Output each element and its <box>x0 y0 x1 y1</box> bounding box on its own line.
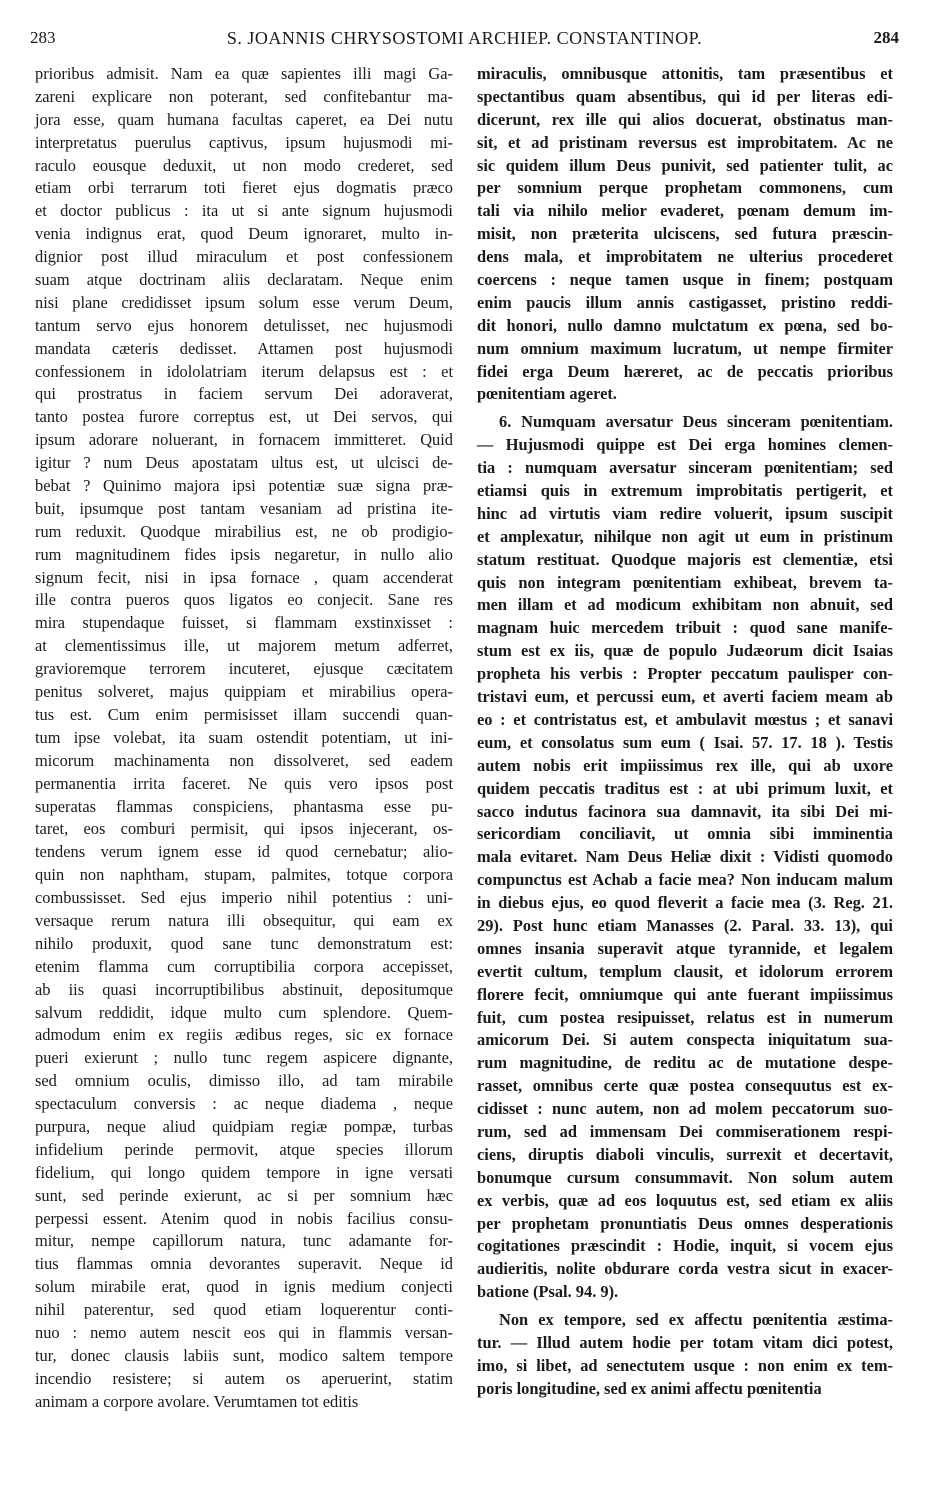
text-line: mandata cæteris dedisset. Attamen post hujusmodi <box>35 338 453 358</box>
text-line: num omnium maximum lucratum, ut nempe firmiter <box>477 338 893 358</box>
text-line: dens mala, et improbitatem ne ulterius procederet <box>477 247 893 267</box>
text-line: Non ex tempore, sed ex affectu pœnitentia æstima- <box>499 1310 893 1330</box>
text-line: poris longitudine, sed ex animi affectu pœnitentia <box>477 1378 822 1398</box>
text-line: prioribus admisit. Nam ea quæ sapientes illi magi Ga- <box>35 64 453 83</box>
text-line: autem nobis erit impiissimus rex ille, qui ab uxore <box>477 755 893 775</box>
text-line: bonumque cursum consummavit. Non solum autem <box>477 1167 893 1187</box>
text-line: audieritis, nolite obdurare corda vestra sicut in exacer- <box>477 1259 893 1279</box>
text-line: enim paucis illum annis castigasset, pristino reddi- <box>477 292 893 312</box>
text-line: fidei erga Deum hæreret, ac de peccatis prioribus <box>477 361 893 381</box>
text-line: eum, et consolatus sum eum ( Isai. 57. 17. 18 ). Testis <box>477 732 893 752</box>
text-line: miraculis, omnibusque attonitis, tam præsentibus et <box>477 64 893 83</box>
text-line: men illam et ad modicum exhibitam non abnuit, sed <box>477 595 893 615</box>
text-line: confessionem in idololatriam iterum delapsus est : et <box>35 361 453 381</box>
page-number-right: 284 <box>873 28 899 47</box>
text-line: penitus solveret, majus quippiam et mirabilius opera- <box>35 682 453 702</box>
text-line: sed omnium oculis, dimisso illo, ad tam mirabile <box>35 1071 453 1091</box>
text-line: etenim flamma cum corruptibilia corpora accepisset, <box>35 956 453 976</box>
text-line: at clementissimus ille, ut majorem metum adferret, <box>35 636 453 656</box>
text-line: sacco indutus facinora sua damnavit, ita sibi Dei mi- <box>477 801 893 821</box>
text-line: admodum enim ex regiis ædibus reges, sic ex fornace <box>35 1025 453 1045</box>
text-line: sit, et ad pristinam reversus est improbitatem. Ac ne <box>477 132 893 152</box>
paragraph-2 <box>477 411 893 1304</box>
text-line: batione (Psal. 94. 9). <box>477 1282 619 1302</box>
text-line: salvum reddidit, idque multo cum splendore. Quem- <box>35 1002 453 1022</box>
text-line: rum magnitudinem fides ipsis negaretur, in nullo alio <box>35 544 453 564</box>
text-line: incendio resistere; si autem os aperuerint, statim <box>35 1368 453 1388</box>
text-line: mala evitaret. Nam Deus Heliæ dixit : Vidisti quomodo <box>477 847 893 867</box>
text-line: sic quidem illum Deus punivit, sed patienter tulit, ac <box>477 155 893 175</box>
text-line: tius flammas omnia devorantes superavit. Neque id <box>35 1254 453 1274</box>
text-line: ipsum adorare noluerant, in fornacem immitteret. Quid <box>35 430 453 450</box>
text-line: propheta his verbis : Propter peccatum paulisper con- <box>477 664 893 684</box>
text-line: amicorum Dei. Si autem conspecta iniquitatum sua- <box>477 1030 893 1050</box>
text-line: zareni explicare non poterant, sed confitebantur ma- <box>35 86 453 106</box>
text-line: ille contra pueros quos ligatos eo conjecit. Sane res <box>35 590 453 610</box>
text-line: hinc ad virtutis viam redire voluerit, ipsum suscipit <box>477 503 893 523</box>
text-line: in diebus ejus, eo quod fleverit a facie mea (3. Reg. 21. <box>477 893 893 913</box>
text-line: interpretatus puerulus captivus, ipsum hujusmodi mi- <box>35 132 453 152</box>
text-line: tur. — Illud autem hodie per totam vitam dici potest, <box>477 1332 893 1352</box>
text-line: sericordiam conciliavit, ut omnia sibi imminentia <box>477 824 893 844</box>
text-line: signum fecit, nisi in ipsa fornace , quam accenderat <box>35 567 453 587</box>
text-line: quin non naphtham, stupam, palmites, totque corpora <box>35 865 453 885</box>
text-line: omnes insania superavit atque tyrannide, et legalem <box>477 938 893 958</box>
text-line: suam atque doctrinam aliis declaratam. Neque enim <box>35 270 453 290</box>
text-line: tendens verum ignem esse id quod cernebatur; alio- <box>35 842 453 862</box>
text-line: ciens, diruptis diaboli vinculis, surrexit et decertavit, <box>477 1144 893 1164</box>
text-line: tus est. Cum enim permisisset illam succendi quan- <box>35 704 453 724</box>
text-line: nuo : nemo autem nescit eos qui in flammis versan- <box>35 1322 453 1342</box>
text-line: venia indignus erat, quod Deum ignoraret, multo in- <box>35 224 453 244</box>
text-line: mira stupendaque fuisset, si flammam exstinxisset : <box>35 613 453 633</box>
text-line: dicerunt, rex ille qui alios docuerat, obstinatus man- <box>477 109 893 129</box>
text-line: tum ipse volebat, ita suam ostendit potentiam, ut ini- <box>35 727 453 747</box>
text-line: 29). Post hunc etiam Manasses (2. Paral. 33. 13), qui <box>477 915 893 935</box>
text-line: buit, ipsumque post tantam vesaniam ad pristina ite- <box>35 498 453 518</box>
text-line: micorum machinamenta non dissolveret, sed eadem <box>35 750 453 770</box>
text-line: jora esse, quam humana facultas caperet, ea Dei nutu <box>35 109 453 129</box>
text-line: tur, donec clausis labiis sunt, modico saltem tempore <box>35 1345 453 1365</box>
text-line: solum mirabile erat, quod in ignis medium conjecti <box>35 1277 453 1297</box>
text-line: rum, sed ad immensam Dei commiserationem respi- <box>477 1121 893 1141</box>
text-line: animam a corpore avolare. Verumtamen tot editis <box>35 1391 359 1411</box>
text-line: statum restituat. Quodque majoris est clementiæ, etsi <box>477 549 893 569</box>
text-line: raculo eousque deduxit, ut non modo crederet, sed <box>35 155 453 175</box>
text-line: ex verbis, quæ ad eos loquutus est, sed etiam ex aliis <box>477 1190 893 1210</box>
text-line: coercens : neque tamen usque in finem; postquam <box>477 270 893 290</box>
text-line: combussisset. Sed ejus imperio nihil potentius : uni- <box>35 888 453 908</box>
text-line: imo, si libet, ad senectutem usque : non enim ex tem- <box>477 1355 893 1375</box>
text-line: permanentia irrita faceret. Ne quis vero ipsos post <box>35 773 453 793</box>
text-line: 6. Numquam aversatur Deus sinceram pœnitentiam. <box>499 412 893 432</box>
text-line: tanto postea furore correptus est, ut Dei servos, qui <box>35 407 453 427</box>
text-line: per somnium perque prophetam commonens, cum <box>477 178 893 198</box>
running-title: S. JOANNIS CHRYSOSTOMI ARCHIEP. CONSTANTINOP. <box>226 28 703 48</box>
text-line: tristavi eum, et percussi eum, et averti faciem meam ab <box>477 687 893 707</box>
paragraph-3 <box>477 1309 893 1401</box>
text-line: magnam huic mercedem tribuit : quod sane manife- <box>477 618 893 638</box>
text-line: taret, eos comburi permisit, qui ipsos injecerant, os- <box>35 819 453 839</box>
text-line: superatas flammas conspiciens, phantasma esse pu- <box>35 796 453 816</box>
text-line: infidelium perinde permovit, atque species illorum <box>35 1139 453 1159</box>
text-line: dit honori, nullo damno mulctatum ex pœna, sed bo- <box>477 315 893 335</box>
text-line: nihil paterentur, sed quod etiam loquerentur conti- <box>35 1300 453 1320</box>
right-column <box>477 63 893 1401</box>
text-line: versaque rerum natura illi obsequitur, qui eam ex <box>35 910 453 930</box>
paragraph-1 <box>477 63 893 406</box>
text-line: spectantibus quam absentibus, qui id per literas edi- <box>477 86 893 106</box>
text-line: cogitationes præscindit : Hodie, inquit, si vocem ejus <box>477 1236 893 1256</box>
page-header <box>30 28 899 62</box>
text-line: eo : et contristatus est, et ambulavit mœstus ; et sanavi <box>477 709 893 729</box>
text-line: tia : numquam aversatur sinceram pœnitentiam; sed <box>477 458 893 478</box>
text-line: pueri exierunt ; nullo tunc regem aspicere dignante, <box>35 1048 453 1068</box>
text-line: rum magnitudine, de reditu ac de mutatione despe- <box>477 1053 893 1073</box>
text-line: sunt, sed perinde exierunt, ac si per somnium hæc <box>35 1185 453 1205</box>
text-line: mitur, nempe capillorum natura, tunc adamante for- <box>35 1231 453 1251</box>
text-line: et amplexatur, nihilque non agit ut eum in pristinum <box>477 526 893 546</box>
text-line: fidelium, qui longo quidem tempore in igne versati <box>35 1162 453 1182</box>
text-line: quidem peccatis traditus est : at ubi primum luxit, et <box>477 778 893 798</box>
text-line: pœnitentiam ageret. <box>477 384 617 404</box>
text-line: nisi plane credidisset ipsum solum esse verum Deum, <box>35 292 453 312</box>
text-line: tali via nihilo melior evaderet, pœnam demum im- <box>477 201 893 221</box>
text-line: cidisset : nunc autem, non ad molem peccatorum suo- <box>477 1099 893 1119</box>
text-line: gravioremque terrorem incuteret, ejusque cæcitatem <box>35 659 453 679</box>
text-line: etiam orbi terrarum toti fieret ejus dogmatis præco <box>35 178 453 198</box>
text-line: fuit, cum postea resipuisset, relatus est in numerum <box>477 1007 893 1027</box>
text-line: tantum servo ejus honorem detulisset, nec hujusmodi <box>35 315 453 335</box>
text-line: nihilo produxit, quod sane tunc demonstratum est: <box>35 933 453 953</box>
text-line: perpessi essent. Atenim quod in nobis facilius consu- <box>35 1208 453 1228</box>
text-line: igitur ? num Deus apostatam ultus est, ut ulcisci de- <box>35 453 453 473</box>
text-line: etiamsi quis in extremum improbitatis pertigerit, et <box>477 481 893 501</box>
text-line: stum est ex iis, quæ de populo Judæorum dicit Isaias <box>477 641 893 661</box>
text-line: et doctor publicus : ita ut si ante signum hujusmodi <box>35 201 453 221</box>
text-line: compunctus est Achab a facie mea? Non inducam malum <box>477 870 893 890</box>
text-line: qui prostratus in faciem servum Dei adoraverat, <box>35 384 453 404</box>
text-line: rum reduxit. Quodque mirabilius est, ne ob prodigio- <box>35 521 453 541</box>
text-line: purpura, neque aliud quidpiam regiæ pompæ, turbas <box>35 1116 453 1136</box>
text-line: per prophetam pronuntiatis Deus omnes desperationis <box>477 1213 893 1233</box>
text-line: ab iis quasi incorruptibilibus abstinuit, depositumque <box>35 979 453 999</box>
text-line: — Hujusmodi quippe est Dei erga homines clemen- <box>477 435 893 455</box>
text-line: spectaculum conversis : ac neque diadema , neque <box>35 1094 453 1114</box>
text-line: florere fecit, omniumque qui ante fuerant impiissimus <box>477 984 893 1004</box>
page-number-left: 283 <box>30 28 56 47</box>
text-line: evertit cultum, templum clausit, et idolorum errorem <box>477 961 893 981</box>
text-line: rasset, omnibus certe quæ postea consequutus est ex- <box>477 1076 893 1096</box>
text-line: dignior post illud miraculum et post confessionem <box>35 247 453 267</box>
text-line: bebat ? Quinimo majora ipsi potentiæ suæ signa præ- <box>35 476 453 496</box>
text-line: misit, non præterita ulciscens, sed futura præscin- <box>477 224 893 244</box>
text-line: quis non integram pœnitentiam exhibeat, brevem ta- <box>477 572 893 592</box>
left-column <box>35 63 453 1414</box>
